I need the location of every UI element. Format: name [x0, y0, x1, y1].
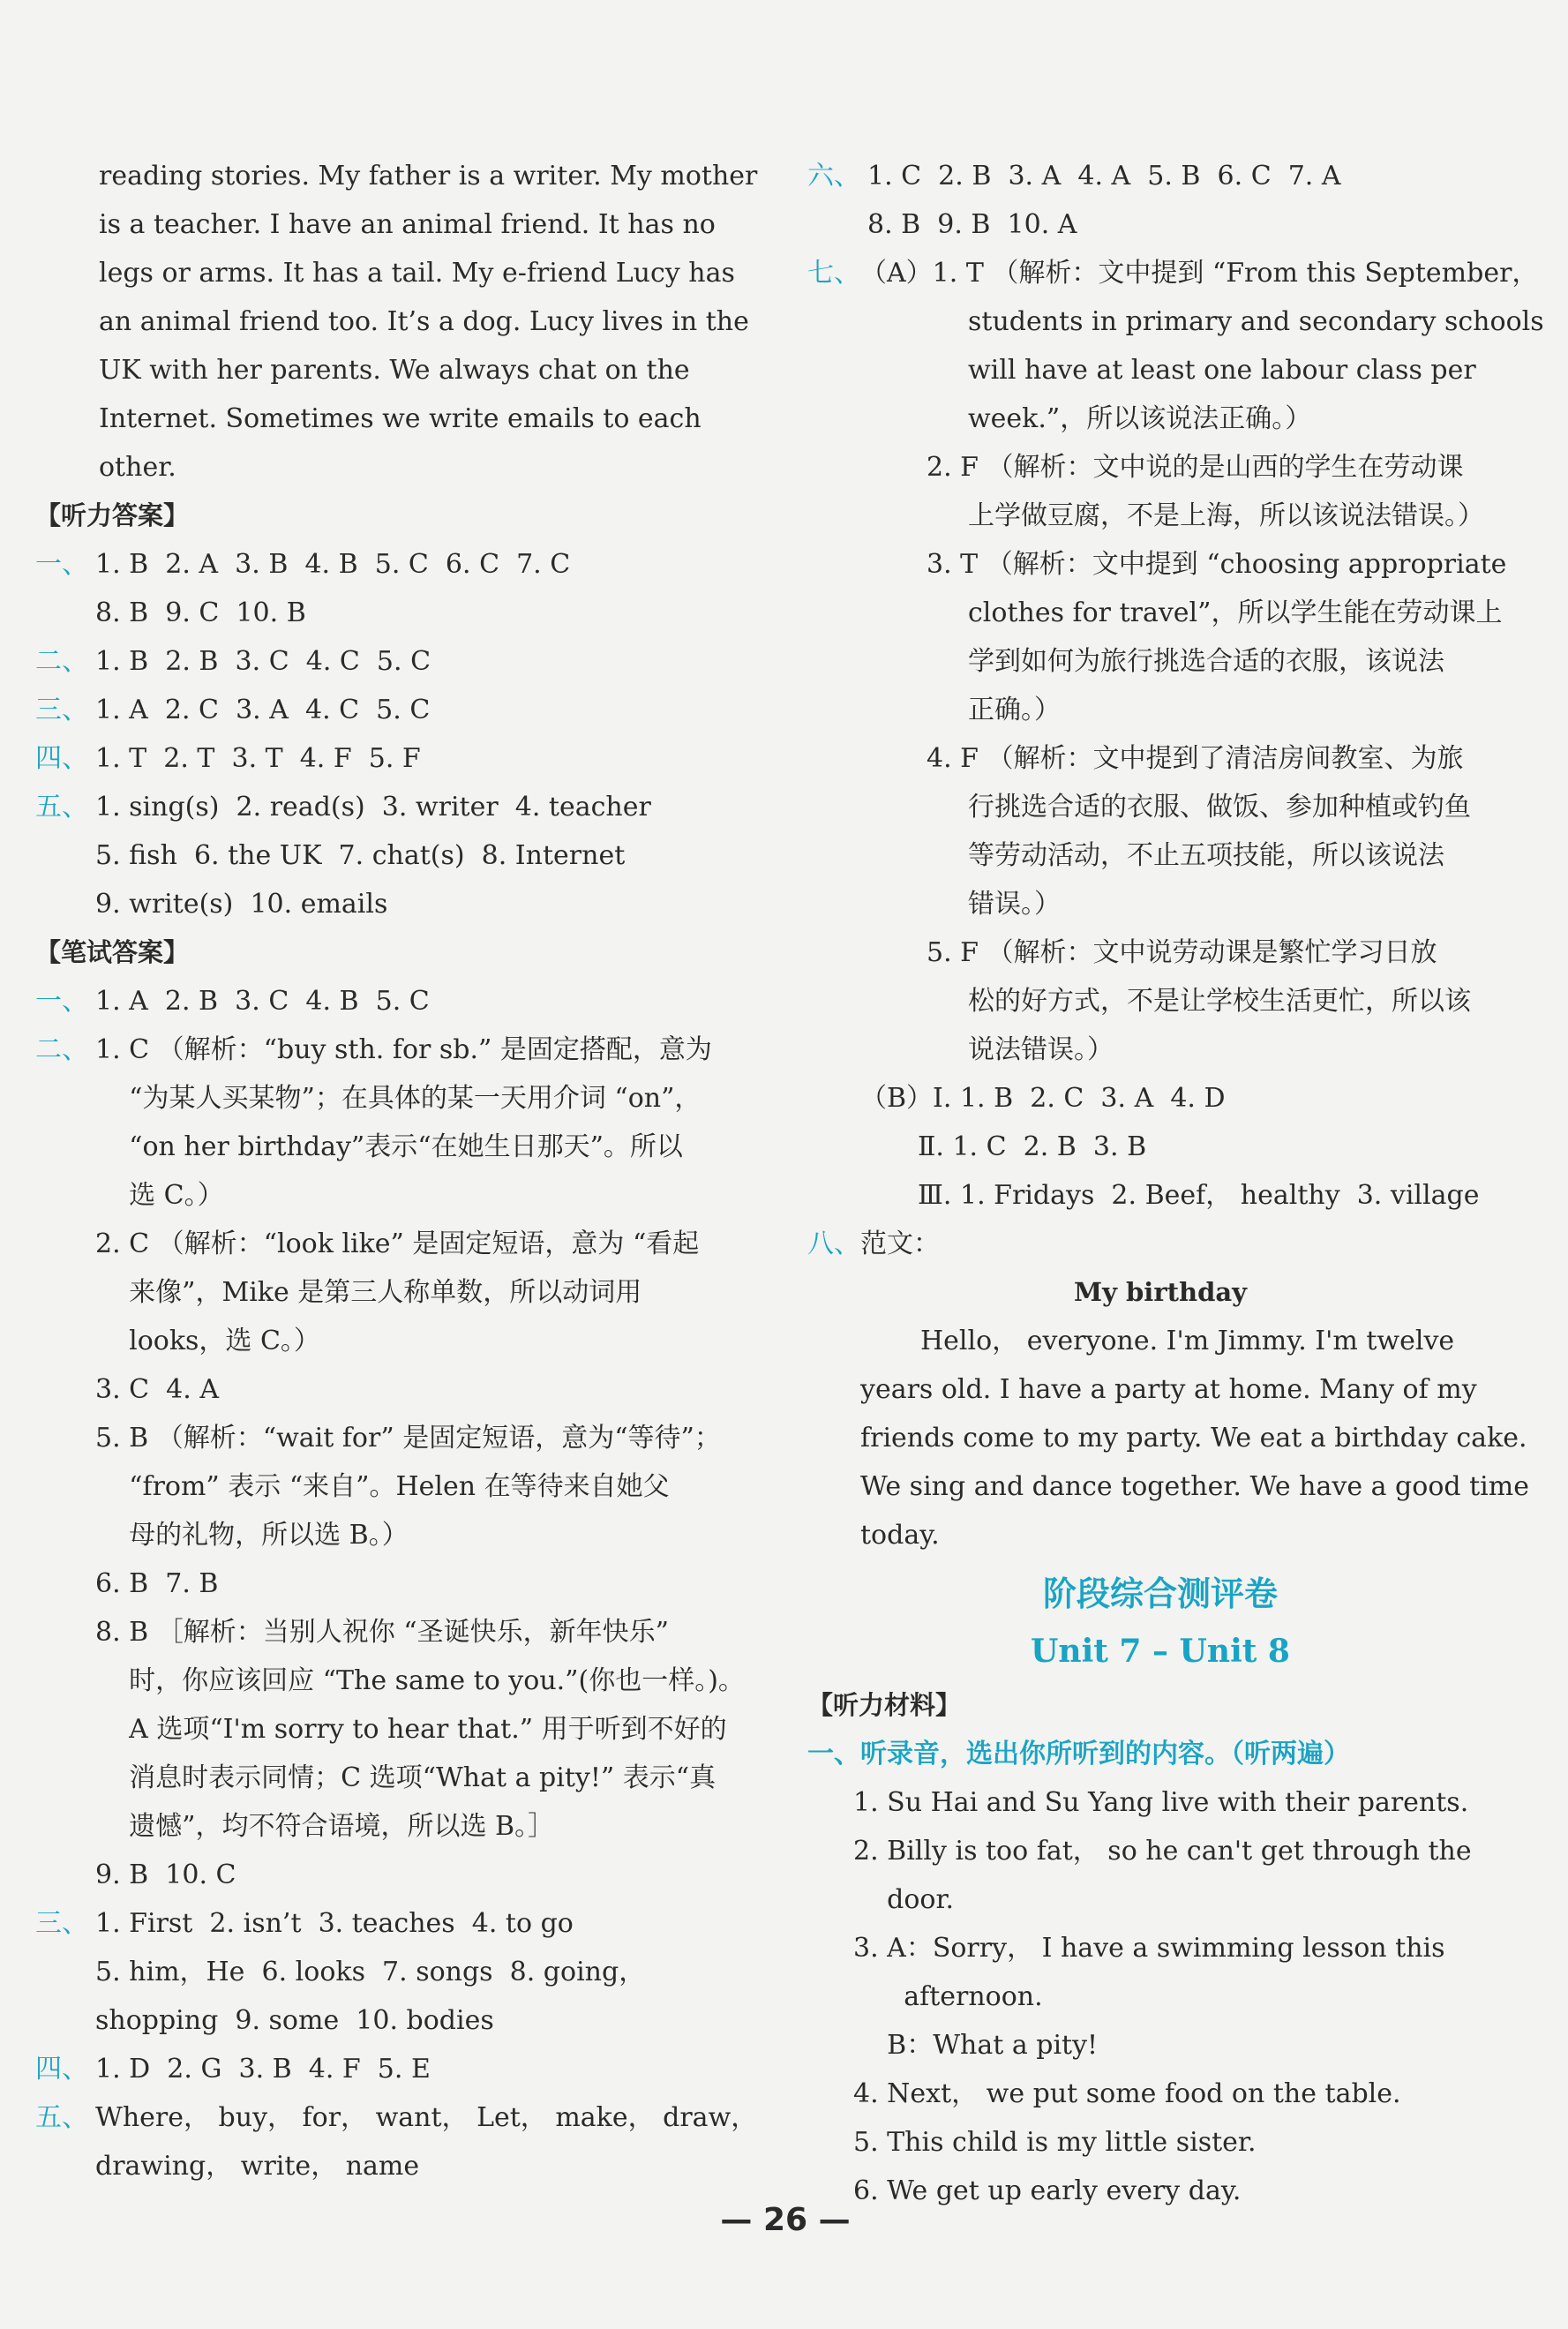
answer-line: 上学做豆腐，不是上海，所以该说法错误。） — [968, 500, 1484, 531]
stage-test-subtitle: Unit 7 – Unit 8 — [1031, 1633, 1290, 1670]
answer-line: 松的好方式，不是让学校生活更忙，所以该 — [968, 986, 1471, 1017]
essay-line: friends come to my party. We eat a birthday cake. — [860, 1423, 1527, 1454]
section-mark: 五、 — [35, 792, 88, 823]
answer-line: 5. fish 6. the UK 7. chat(s) 8. Internet — [95, 840, 626, 871]
essay-line: today. — [860, 1520, 940, 1551]
answer-line: 范文： — [860, 1228, 940, 1259]
answer-line: A 选项“I'm sorry to hear that.” 用于听到不好的 — [95, 1714, 727, 1745]
answer-line: 1. A 2. C 3. A 4. C 5. C — [95, 695, 431, 725]
listening-task-instruction: 一、听录音，选出你所听到的内容。（听两遍） — [807, 1739, 1350, 1769]
answer-line: 1. B 2. A 3. B 4. B 5. C 6. C 7. C — [95, 549, 571, 580]
answer-line: Where， buy， for， want， Let， make， draw， — [95, 2102, 758, 2133]
answer-line: 1. sing(s) 2. read(s) 3. writer 4. teacher — [95, 792, 651, 823]
answer-line: 8. B 9. C 10. B — [95, 597, 306, 628]
answer-line: 1. C 2. B 3. A 4. A 5. B 6. C 7. A — [867, 161, 1341, 192]
answer-line: 3. C 4. A — [95, 1374, 220, 1405]
section-mark: 二、 — [35, 1034, 88, 1065]
essay-line: years old. I have a party at home. Many of my — [860, 1374, 1477, 1405]
material-line: B：What a pity! — [853, 2030, 1099, 2061]
answer-line: 选 C。） — [95, 1180, 224, 1211]
answer-line: 1. T 2. T 3. T 4. F 5. F — [95, 743, 421, 774]
written-answers-header: 【笔试答案】 — [35, 937, 190, 967]
page-number: — 26 — — [720, 2202, 851, 2238]
answer-line: will have at least one labour class per — [968, 355, 1476, 386]
essay-line: Hello， everyone. I'm Jimmy. I'm twelve — [920, 1326, 1455, 1356]
answer-line: 行挑选合适的衣服、做饭、参加种植或钓鱼 — [968, 792, 1471, 823]
material-line: 1. Su Hai and Su Yang live with their parents. — [853, 1787, 1469, 1818]
passage-line: other. — [99, 452, 176, 483]
answer-line: 等劳动活动，不止五项技能，所以该说法 — [968, 840, 1444, 871]
section-mark: 三、 — [35, 1908, 88, 1939]
answer-line: 5. him，He 6. looks 7. songs 8. going， — [95, 1957, 646, 1987]
answer-line: looks，选 C。） — [95, 1326, 320, 1356]
section-mark: 七、 — [807, 258, 860, 289]
answer-line: drawing， write， name — [95, 2151, 420, 2182]
section-mark: 五、 — [35, 2102, 88, 2133]
answer-line: 6. B 7. B — [95, 1568, 219, 1599]
stage-test-title: 阶段综合测评卷 — [1042, 1574, 1278, 1613]
answer-line: 1. First 2. isn’t 3. teaches 4. to go — [95, 1908, 574, 1939]
material-line: 6. We get up early every day. — [853, 2175, 1242, 2206]
answer-line: students in primary and secondary schools — [968, 306, 1544, 337]
answer-line: shopping 9. some 10. bodies — [95, 2005, 494, 2036]
passage-line: Internet. Sometimes we write emails to each — [99, 403, 701, 434]
answer-line: 1. A 2. B 3. C 4. B 5. C — [95, 986, 430, 1017]
essay-line: We sing and dance together. We have a good time — [860, 1471, 1529, 1502]
section-mark: 六、 — [807, 161, 860, 192]
listening-material-header: 【听力材料】 — [807, 1690, 962, 1720]
answer-line: 8. B 9. B 10. A — [867, 209, 1077, 240]
answer-line: 错误。） — [968, 889, 1061, 920]
material-line: 5. This child is my little sister. — [853, 2127, 1257, 2158]
passage-line: reading stories. My father is a writer. My mother — [99, 161, 758, 192]
material-line: 3. A：Sorry， I have a swimming lesson this — [853, 1933, 1445, 1964]
answer-line: 2. C （解析：“look like” 是固定短语，意为 “看起 — [95, 1228, 700, 1259]
answer-line: 2. F （解析：文中说的是山西的学生在劳动课 — [927, 452, 1464, 483]
section-mark: 一、 — [35, 986, 88, 1017]
answer-line: 消息时表示同情；C 选项“What a pity!” 表示“真 — [95, 1762, 716, 1793]
listening-answers-header: 【听力答案】 — [35, 500, 190, 530]
section-mark: 二、 — [35, 646, 88, 677]
answer-line: （B）Ⅰ. 1. B 2. C 3. A 4. D — [860, 1083, 1226, 1114]
answer-line: “from” 表示 “来自”。Helen 在等待来自她父 — [95, 1471, 670, 1502]
answer-line: 5. B （解析：“wait for” 是固定短语，意为“等待”； — [95, 1423, 721, 1454]
answer-line: 9. B 10. C — [95, 1859, 236, 1890]
answer-line: 8. B ［解析：当别人祝你 “圣诞快乐，新年快乐” — [95, 1617, 669, 1648]
answer-line: 1. B 2. B 3. C 4. C 5. C — [95, 646, 431, 677]
section-mark: 四、 — [35, 743, 88, 774]
answer-line: 5. F （解析：文中说劳动课是繁忙学习日放 — [927, 937, 1437, 968]
answer-line: 时，你应该回应 “The same to you.”(你也一样。)。 — [95, 1665, 745, 1696]
answer-line: 说法错误。） — [968, 1034, 1114, 1065]
answer-line: （A）1. T （解析：文中提到 “From this September， — [860, 258, 1539, 289]
section-mark: 八、 — [807, 1228, 860, 1259]
answer-line: 学到如何为旅行挑选合适的衣服，该说法 — [968, 646, 1444, 677]
answer-line: 遗憾”，均不符合语境，所以选 B。］ — [95, 1811, 555, 1842]
essay-title: My birthday — [1073, 1277, 1248, 1307]
answer-line: 来像”，Mike 是第三人称单数，所以动词用 — [95, 1277, 642, 1308]
answer-line: 母的礼物，所以选 B。） — [95, 1520, 409, 1551]
passage-line: legs or arms. It has a tail. My e-friend Lucy has — [99, 258, 735, 289]
answer-line: 3. T （解析：文中提到 “choosing appropriate — [927, 549, 1507, 580]
answer-line: 1. C （解析：“buy sth. for sb.” 是固定搭配，意为 — [95, 1034, 712, 1065]
answer-line: “为某人买某物”；在具体的某一天用介词 “on”， — [95, 1083, 701, 1114]
section-mark: 一、 — [35, 549, 88, 580]
answer-line: “on her birthday”表示“在她生日那天”。所以 — [95, 1131, 683, 1162]
answer-line: 正确。） — [968, 695, 1061, 725]
passage-line: is a teacher. I have an animal friend. It has no — [99, 209, 716, 240]
section-mark: 四、 — [35, 2054, 88, 2085]
passage-line: an animal friend too. It’s a dog. Lucy lives in the — [99, 306, 749, 337]
material-line: 2. Billy is too fat， so he can't get through the — [853, 1836, 1472, 1867]
answer-line: 9. write(s) 10. emails — [95, 889, 388, 920]
material-line: 4. Next， we put some food on the table. — [853, 2078, 1401, 2109]
answer-line: Ⅲ. 1. Fridays 2. Beef， healthy 3. village — [918, 1180, 1480, 1211]
answer-line: 4. F （解析：文中提到了清洁房间教室、为旅 — [927, 743, 1464, 774]
passage-line: UK with her parents. We always chat on the — [99, 355, 690, 386]
section-mark: 三、 — [35, 695, 88, 725]
answer-line: 1. D 2. G 3. B 4. F 5. E — [95, 2054, 431, 2085]
material-line: door. — [853, 1884, 955, 1915]
answer-line: clothes for travel”，所以学生能在劳动课上 — [968, 597, 1503, 628]
answer-line: Ⅱ. 1. C 2. B 3. B — [918, 1131, 1147, 1162]
answer-line: week.”，所以该说法正确。） — [968, 403, 1312, 434]
material-line: afternoon. — [853, 1981, 1043, 2012]
